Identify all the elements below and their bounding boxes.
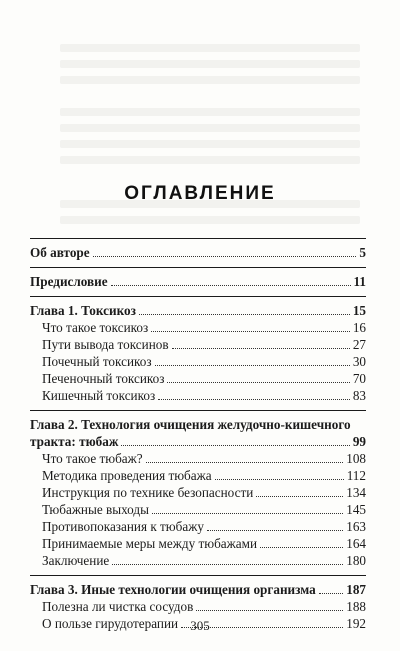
toc-entry-label: Заключение [42,553,110,568]
toc-entry-label: Предисловие [30,274,108,289]
chapter-title-line: Глава 2. Технология очищения желудочно-кишечного [30,417,351,432]
toc-entry-page: 5 [359,245,366,260]
toc-entry[interactable] [30,501,366,518]
table-of-contents [30,238,366,638]
toc-entry[interactable] [30,450,366,467]
toc-entry-page: 187 [346,582,366,597]
toc-entry-label: Полезна ли чистка сосудов [42,599,194,614]
toc-entry-page: 11 [353,274,366,289]
toc-entry-page: 27 [352,337,366,352]
dot-leader [93,256,357,257]
toc-entry-label: Глава 3. Иные технологии очищения организма [30,582,316,597]
dot-leader [121,445,349,446]
dot-leader [260,547,343,548]
toc-entry-label: Методика проведения тюбажа [42,468,212,483]
toc-entry-label: Глава 1. Токсикоз [30,303,136,318]
toc-entry-page: 99 [352,434,366,449]
toc-entry-page: 83 [352,388,366,403]
toc-entry-page: 112 [346,468,366,483]
toc-entry[interactable] [30,370,366,387]
bleed-through-line [60,124,360,132]
toc-entry[interactable] [30,467,366,484]
bleed-through-line [60,216,360,224]
page-number: 305 [190,618,210,633]
toc-entry-label: Противопоказания к тюбажу [42,519,204,534]
toc-group [30,239,366,267]
dot-leader [151,331,350,332]
toc-chapter-entry[interactable] [30,433,366,450]
toc-entry[interactable] [30,535,366,552]
bleed-through-line [60,108,360,116]
toc-entry-page: 108 [346,451,366,466]
toc-group [30,268,366,296]
toc-entry-label: тракта: тюбаж [30,434,119,449]
dot-leader [167,382,349,383]
bleed-through-line [60,60,360,68]
toc-entry-page: 70 [352,371,366,386]
toc-chapter-entry[interactable] [30,302,366,319]
toc-chapter-entry[interactable] [30,273,366,290]
toc-entry-page: 145 [346,502,366,517]
dot-leader [319,593,343,594]
toc-title: ОГЛАВЛЕНИЕ [124,182,276,204]
toc-entry-page: 163 [346,519,366,534]
toc-entry-label: Что такое токсикоз [42,320,149,335]
toc-entry-label: Пути вывода токсинов [42,337,169,352]
toc-entry-label: Печеночный токсикоз [42,371,165,386]
toc-entry-page: 188 [346,599,366,614]
toc-group [30,297,366,410]
toc-entry[interactable] [30,484,366,501]
toc-entry-label: Принимаемые меры между тюбажами [42,536,258,551]
dot-leader [111,285,351,286]
toc-entry[interactable] [30,518,366,535]
dot-leader [158,399,350,400]
toc-chapter-entry[interactable] [30,244,366,261]
toc-entry-label: Тюбажные выходы [42,502,149,517]
dot-leader [146,462,344,463]
toc-entry[interactable] [30,353,366,370]
toc-entry-page: 16 [352,320,366,335]
toc-chapter-entry[interactable] [30,581,366,598]
toc-entry[interactable] [30,552,366,569]
toc-entry-page: 164 [346,536,366,551]
toc-entry-label: О пользе гирудотерапии [42,616,179,631]
toc-entry-page: 30 [352,354,366,369]
dot-leader [207,530,343,531]
toc-entry-page: 192 [346,616,366,631]
dot-leader [112,564,343,565]
toc-entry-label: Кишечный токсикоз [42,388,156,403]
dot-leader [152,513,343,514]
dot-leader [155,365,350,366]
toc-entry[interactable] [30,387,366,404]
bleed-through-line [60,140,360,148]
toc-entry-page: 134 [346,485,366,500]
toc-entry[interactable] [30,336,366,353]
toc-entry[interactable] [30,319,366,336]
toc-entry-page: 15 [352,303,366,318]
bleed-through-line [60,76,360,84]
toc-group [30,411,366,575]
toc-entry[interactable] [30,598,366,615]
toc-entry-page: 180 [346,553,366,568]
dot-leader [256,496,343,497]
dot-leader [139,314,350,315]
toc-entry-label: Инструкция по технике безопасности [42,485,254,500]
toc-entry-label: Почечный токсикоз [42,354,152,369]
toc-entry-label: Об авторе [30,245,90,260]
bleed-through-line [60,44,360,52]
toc-entry-label: Что такое тюбаж? [42,451,143,466]
dot-leader [215,479,344,480]
dot-leader [196,610,343,611]
bleed-through-line [60,156,360,164]
dot-leader [172,348,350,349]
